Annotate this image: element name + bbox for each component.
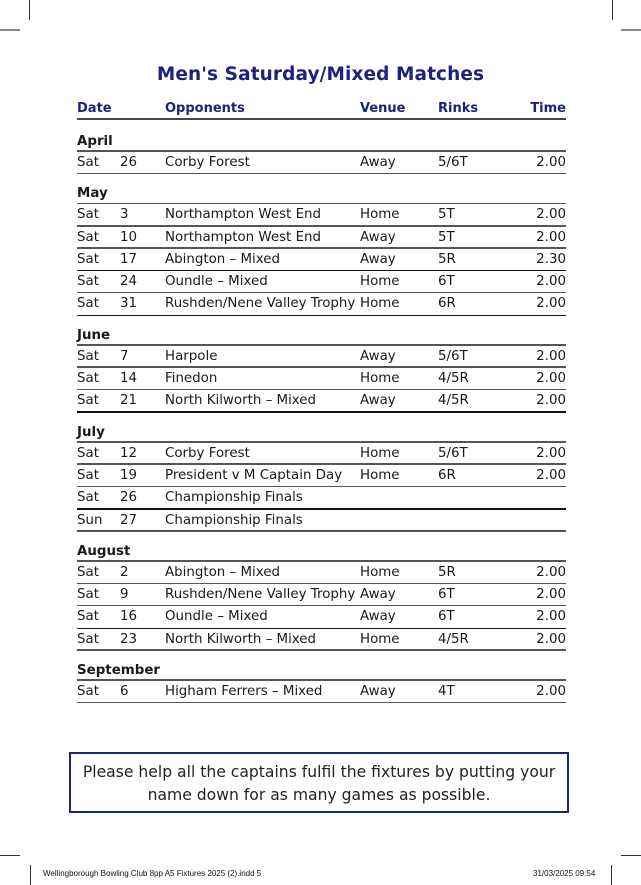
fixture-venue: Away [360, 251, 396, 267]
fixture-rinks: 5R [438, 564, 456, 580]
fixture-date: 3 [120, 207, 129, 223]
month-name: May [77, 186, 108, 202]
table-row [77, 629, 566, 651]
fixture-day: Sat [77, 155, 99, 170]
crop-mark [0, 29, 20, 31]
fixture-venue: Home [360, 207, 400, 223]
header-venue: Venue [360, 101, 406, 116]
month-name: July [77, 424, 105, 440]
fixture-date: 9 [120, 587, 129, 603]
fixture-date: 2 [120, 564, 129, 580]
fixture-time: 2.00 [536, 155, 566, 170]
fixture-opponent: North Kilworth – Mixed [165, 631, 317, 647]
fixture-opponent: Northampton West End [165, 229, 322, 245]
fixture-day: Sat [77, 296, 99, 312]
table-row [77, 152, 566, 174]
month-heading [77, 540, 566, 562]
table-row [77, 249, 566, 271]
notice-text: Please help all the captains fulfil the fixtures by putting your name down for as many games as possible. [82, 763, 556, 804]
fixture-time: 2.30 [536, 251, 566, 267]
header-date: Date [77, 101, 112, 116]
fixture-opponent: Finedon [165, 371, 218, 387]
fixture-rinks: 5/6T [438, 445, 468, 461]
fixture-venue: Home [360, 274, 400, 290]
fixture-time: 2.00 [536, 445, 566, 461]
fixture-venue: Away [360, 393, 396, 409]
fixture-venue: Home [360, 631, 400, 647]
fixture-venue: Home [360, 296, 400, 312]
table-row [77, 204, 566, 226]
header-opponents: Opponents [165, 101, 245, 116]
crop-mark [30, 865, 31, 885]
crop-mark [621, 855, 641, 856]
fixture-time: 2.00 [536, 393, 566, 409]
table-row [77, 346, 566, 368]
month-heading [77, 182, 566, 204]
fixture-day: Sat [77, 631, 99, 647]
fixture-rinks: 6R [438, 296, 456, 312]
month-heading [77, 324, 566, 346]
header-rinks: Rinks [438, 101, 479, 116]
fixture-day: Sat [77, 251, 99, 267]
crop-mark [621, 29, 641, 31]
crop-mark [612, 0, 613, 20]
table-row [77, 368, 566, 390]
fixture-day: Sat [77, 490, 99, 506]
fixture-venue: Away [360, 587, 396, 603]
fixture-rinks: 4/5R [438, 631, 469, 647]
fixture-date: 17 [120, 251, 138, 267]
month-heading [77, 659, 566, 681]
fixture-rinks: 4T [438, 684, 455, 700]
month-name: September [77, 663, 161, 679]
fixture-time: 2.00 [536, 587, 566, 603]
fixture-day: Sat [77, 393, 99, 409]
month-name: August [77, 543, 131, 559]
fixture-time: 2.00 [536, 609, 566, 625]
fixture-time: 2.00 [536, 207, 566, 223]
fixture-date: 12 [120, 445, 138, 461]
fixture-rinks: 4/5R [438, 371, 469, 387]
fixture-date: 23 [120, 631, 138, 647]
fixture-rinks: 5T [438, 207, 455, 223]
fixture-opponent: President v M Captain Day [165, 467, 343, 483]
month-name: April [77, 134, 113, 149]
fixture-date: 14 [120, 371, 138, 387]
fixture-opponent: Oundle – Mixed [165, 609, 268, 625]
header-time: Time [530, 101, 566, 116]
fixture-venue: Home [360, 445, 400, 461]
fixture-time: 2.00 [536, 467, 566, 483]
fixture-date: 31 [120, 296, 138, 312]
fixture-opponent: North Kilworth – Mixed [165, 393, 317, 409]
fixture-venue: Home [360, 467, 400, 483]
fixture-opponent: Higham Ferrers – Mixed [165, 684, 323, 700]
fixture-rinks: 6R [438, 467, 456, 483]
month-heading [77, 421, 566, 443]
fixtures-table [77, 98, 566, 703]
fixture-opponent: Oundle – Mixed [165, 274, 268, 290]
fixture-rinks: 5T [438, 229, 455, 245]
table-row [77, 443, 566, 465]
fixture-date: 27 [120, 512, 138, 528]
fixture-opponent: Abington – Mixed [165, 564, 281, 580]
fixture-date: 26 [120, 155, 138, 170]
fixture-opponent: Rushden/Nene Valley Trophy [165, 587, 356, 603]
fixture-date: 16 [120, 609, 138, 625]
fixture-venue: Home [360, 564, 400, 580]
crop-mark [611, 865, 612, 885]
fixture-venue: Away [360, 348, 396, 364]
fixture-day: Sat [77, 587, 99, 603]
fixture-venue: Home [360, 371, 400, 387]
fixture-rinks: 6T [438, 274, 455, 290]
print-slug-file: Wellingborough Bowling Club 8pp A5 Fixtures 2025 (2).indd 5 [43, 869, 262, 878]
crop-mark [29, 0, 30, 20]
fixture-date: 21 [120, 393, 138, 409]
fixture-date: 6 [120, 684, 129, 700]
table-row [77, 681, 566, 703]
fixture-day: Sat [77, 348, 99, 364]
fixture-venue: Away [360, 155, 396, 170]
fixture-day: Sat [77, 274, 99, 290]
table-row [77, 271, 566, 293]
month-heading [77, 130, 566, 152]
fixture-date: 19 [120, 467, 138, 483]
fixture-venue: Away [360, 609, 396, 625]
fixture-day: Sat [77, 207, 99, 223]
print-slug-timestamp: 31/03/2025 09:54 [533, 869, 596, 878]
fixture-venue: Away [360, 229, 396, 245]
fixture-rinks: 5/6T [438, 155, 468, 170]
crop-mark [0, 855, 20, 856]
fixture-rinks: 6T [438, 609, 455, 625]
fixture-date: 24 [120, 274, 138, 290]
page-title: Men's Saturday/Mixed Matches [156, 64, 485, 85]
fixture-day: Sun [77, 512, 103, 528]
fixture-opponent: Championship Finals [165, 490, 303, 506]
fixture-day: Sat [77, 445, 99, 461]
fixture-time: 2.00 [536, 348, 566, 364]
fixture-venue: Away [360, 684, 396, 700]
fixture-time: 2.00 [536, 296, 566, 312]
fixture-time: 2.00 [536, 371, 566, 387]
fixture-opponent: Rushden/Nene Valley Trophy [165, 296, 356, 312]
fixture-opponent: Corby Forest [165, 445, 250, 461]
captains-notice [69, 752, 569, 813]
table-row [77, 293, 566, 315]
fixture-time: 2.00 [536, 631, 566, 647]
table-row [77, 562, 566, 584]
fixture-day: Sat [77, 609, 99, 625]
table-row [77, 606, 566, 628]
fixture-day: Sat [77, 467, 99, 483]
fixture-time: 2.00 [536, 684, 566, 700]
table-header [77, 98, 566, 120]
fixture-time: 2.00 [536, 274, 566, 290]
fixture-time: 2.00 [536, 229, 566, 245]
table-row [77, 465, 566, 487]
fixture-date: 26 [120, 490, 138, 506]
fixture-day: Sat [77, 229, 99, 245]
fixture-date: 7 [120, 348, 129, 364]
fixture-opponent: Northampton West End [165, 207, 322, 223]
fixture-rinks: 6T [438, 587, 455, 603]
table-row [77, 510, 566, 532]
fixture-day: Sat [77, 371, 99, 387]
fixture-opponent: Championship Finals [165, 512, 303, 528]
fixture-date: 10 [120, 229, 138, 245]
fixture-opponent: Abington – Mixed [165, 251, 281, 267]
fixture-opponent: Harpole [165, 348, 218, 364]
fixture-day: Sat [77, 564, 99, 580]
table-row [77, 584, 566, 606]
fixture-rinks: 4/5R [438, 393, 469, 409]
month-name: June [77, 327, 111, 343]
table-row [77, 390, 566, 412]
fixture-rinks: 5R [438, 251, 456, 267]
fixture-opponent: Corby Forest [165, 155, 250, 170]
fixture-rinks: 5/6T [438, 348, 468, 364]
table-row [77, 487, 566, 509]
fixture-time: 2.00 [536, 564, 566, 580]
table-row [77, 227, 566, 249]
fixture-day: Sat [77, 684, 99, 700]
